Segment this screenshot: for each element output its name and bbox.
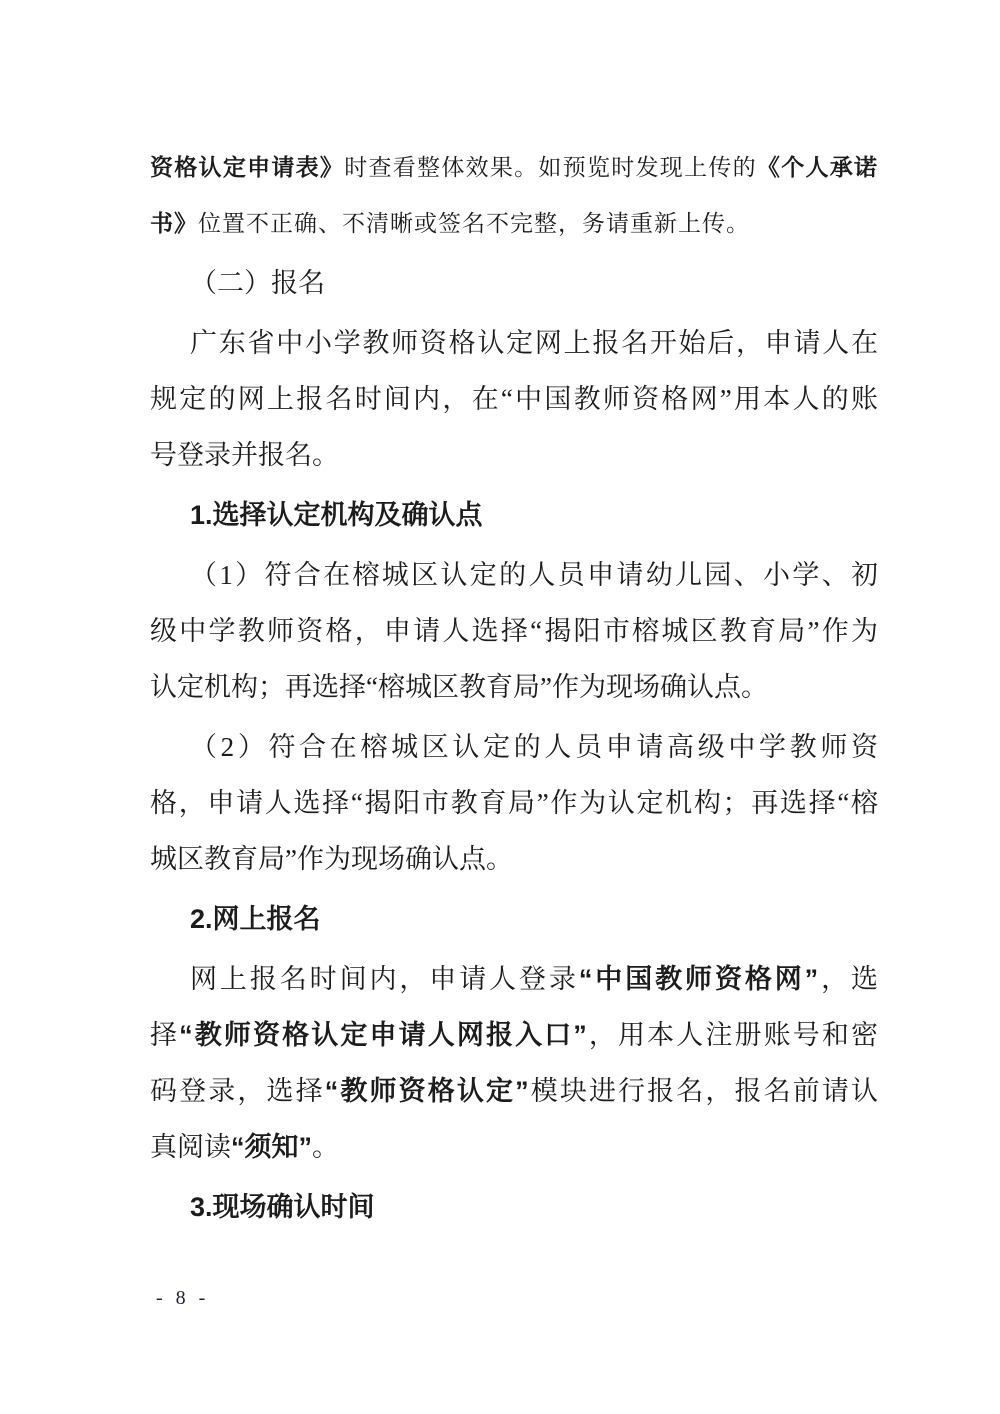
text-run: 真阅读 [150, 1132, 231, 1162]
text-run: 时查看整体效果。如预览时发现上传的 [344, 155, 757, 180]
text-run: （2）符合在榕城区认定的人员申请高级中学教师资 [190, 732, 878, 762]
text-run: 城区教育局”作为现场确认点。 [150, 844, 513, 874]
emphasis-text-run: 3.现场确认时间 [190, 1192, 375, 1222]
text-line [150, 951, 878, 1007]
text-line [150, 1063, 878, 1119]
text-line [150, 255, 878, 311]
text-line [150, 371, 878, 427]
text-run: 择 [150, 1020, 180, 1050]
text-run: 位置不正确、不清晰或签名不完整，务请重新上传。 [198, 211, 750, 236]
text-line [150, 1007, 878, 1063]
text-line [150, 775, 878, 831]
text-line [150, 195, 878, 251]
text-run: 模块进行报名，报名前请认 [528, 1076, 879, 1106]
emphasis-text-run: “教师资格认定申请人网报入口” [179, 1020, 587, 1050]
para-upload-notice-continuation [150, 139, 878, 251]
para-online-registration-detail [150, 951, 878, 1175]
emphasis-text-run: “中国教师资格网” [578, 964, 819, 994]
text-run: 网上报名时间内，申请人登录 [190, 964, 579, 994]
text-line [150, 719, 878, 775]
text-run: 格，申请人选择“揭阳市教育局”作为认定机构；再选择“榕 [150, 788, 878, 818]
text-line [150, 891, 878, 947]
text-run: 规定的网上报名时间内，在“中国教师资格网”用本人的账 [150, 384, 878, 414]
text-line [150, 427, 878, 483]
text-line [150, 1179, 878, 1235]
emphasis-text-run: “教师资格认定” [324, 1076, 529, 1106]
document-body [150, 139, 878, 1239]
text-run: 码登录，选择 [150, 1076, 325, 1106]
page-number: - 8 - [156, 1287, 210, 1309]
text-line [150, 831, 878, 887]
heading-step-1-choose-agency [150, 487, 878, 543]
emphasis-text-run: “须知” [231, 1132, 312, 1162]
text-run: 广东省中小学教师资格认定网上报名开始后，申请人在 [190, 328, 878, 358]
text-run: （二）报名 [190, 268, 325, 298]
heading-step-3-onsite-confirmation-time [150, 1179, 878, 1235]
text-line [150, 315, 878, 371]
para-item-1-rongcheng-primary [150, 547, 878, 715]
text-run: 号登录并报名。 [150, 440, 339, 470]
text-line [150, 603, 878, 659]
subheading-section-two-registration [150, 255, 878, 311]
emphasis-text-run: 《个人承诺 [756, 154, 879, 180]
para-registration-intro [150, 315, 878, 483]
text-line [150, 659, 878, 715]
text-run: ，用本人注册账号和密 [586, 1020, 879, 1050]
text-run: 级中学教师资格，申请人选择“揭阳市榕城区教育局”作为 [150, 616, 878, 646]
text-run: 认定机构；再选择“榕城区教育局”作为现场确认点。 [150, 672, 768, 702]
text-run: 。 [312, 1132, 339, 1162]
text-run: （1）符合在榕城区认定的人员申请幼儿园、小学、初 [190, 560, 878, 590]
emphasis-text-run: 2.网上报名 [190, 904, 321, 934]
emphasis-text-run: 书》 [150, 210, 198, 236]
text-line [150, 487, 878, 543]
emphasis-text-run: 1.选择认定机构及确认点 [190, 500, 483, 530]
emphasis-text-run: 资格认定申请表》 [150, 154, 345, 180]
text-line [150, 1119, 878, 1175]
text-line [150, 547, 878, 603]
text-line [150, 139, 878, 195]
heading-step-2-online-registration [150, 891, 878, 947]
para-item-2-rongcheng-senior [150, 719, 878, 887]
text-run: ，选 [818, 964, 879, 994]
